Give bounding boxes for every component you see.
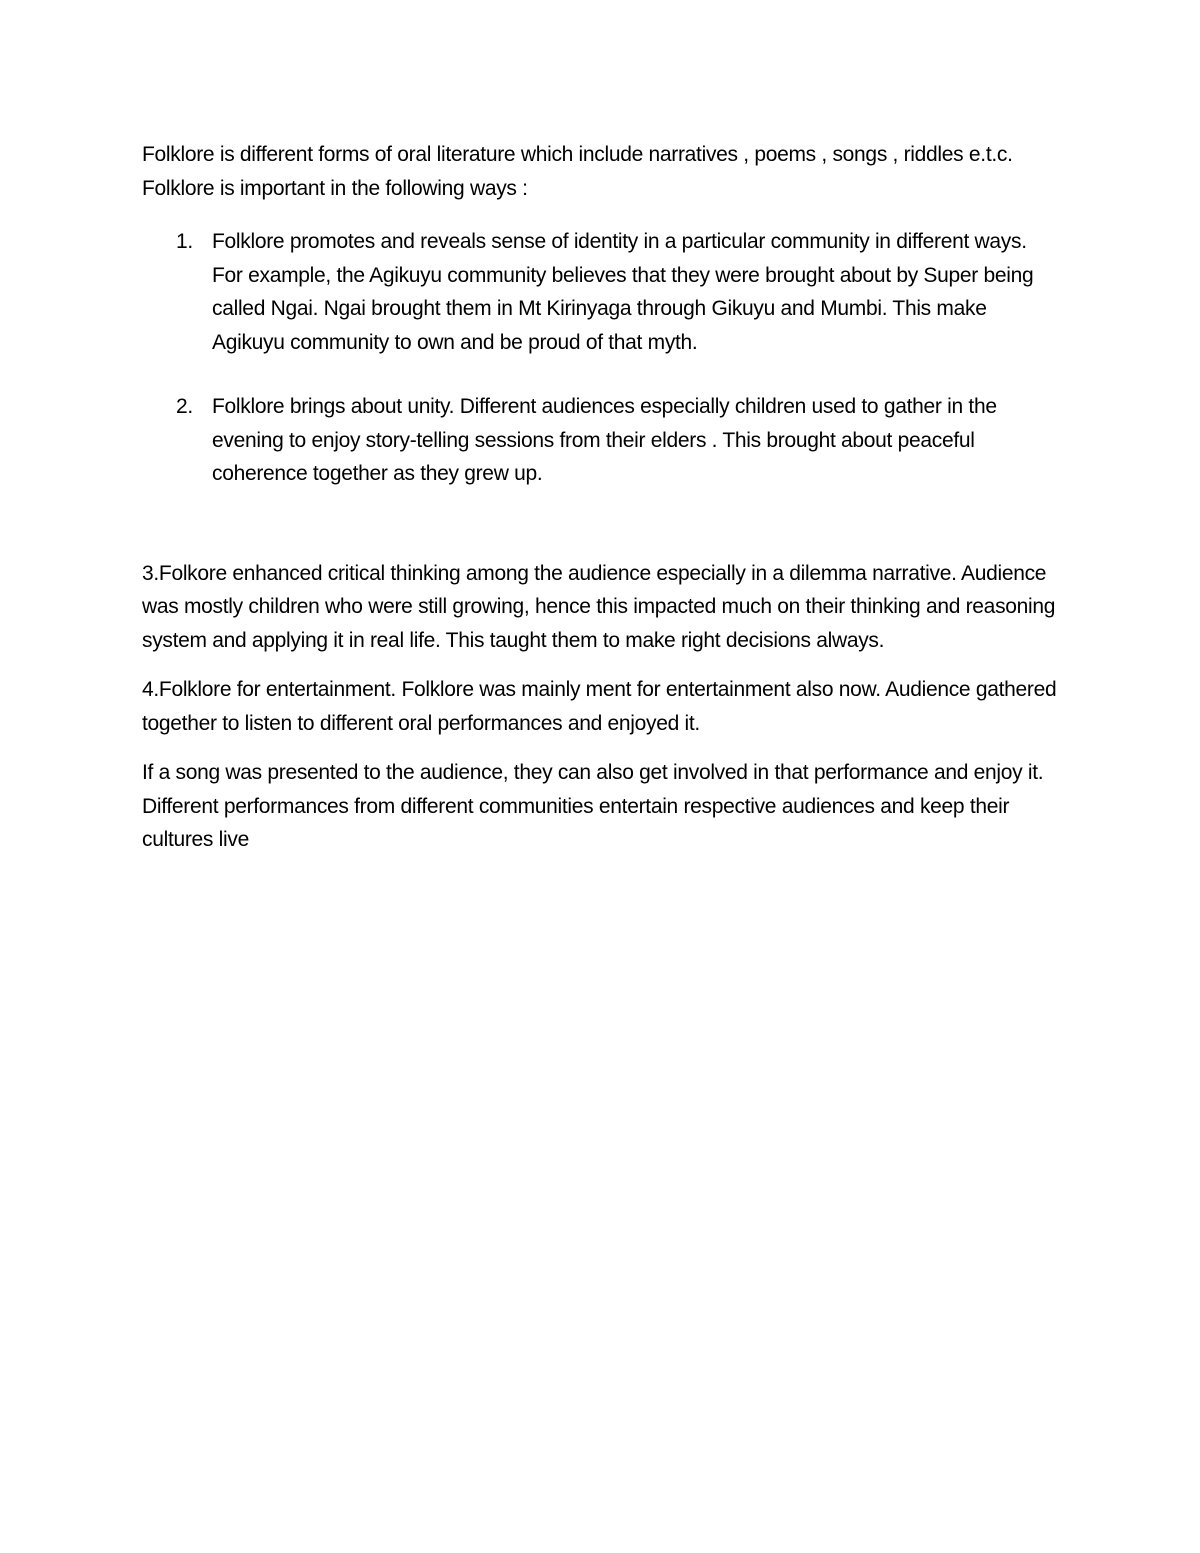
point-3-paragraph: 3.Folkore enhanced critical thinking among the audience especially in a dilemma narrative. Audience was mostly children who were still growing, hence this impacted much on their thinking and reasoning system and applying it in real life. This taught them to make right decisions always. — [142, 561, 1056, 652]
list-item-number: 1. — [176, 230, 193, 253]
list-item-text: Folklore promotes and reveals sense of identity in a particular community in different ways. For example, the Agikuyu community believes that they were brought about by Super being called Ngai. Ngai brought them in Mt Kirinyaga through Gikuyu and Mumbi. This make Agikuyu community to own and be proud of that myth. — [212, 230, 1034, 354]
numbered-list — [142, 225, 1062, 491]
list-item — [142, 390, 1062, 491]
point-4-paragraph: 4.Folklore for entertainment. Folklore was mainly ment for entertainment also now. Audience gathered together to listen to different oral performances and enjoyed it. — [142, 678, 1057, 735]
closing-paragraph: If a song was presented to the audience, they can also get involved in that performance and enjoy it. Different performances from different communities entertain respective audiences and keep their cultures live — [142, 761, 1044, 851]
list-item-text: Folklore brings about unity. Different audiences especially children used to gather in the evening to enjoy story-telling sessions from their elders . This brought about peaceful coherence together as they grew up. — [212, 395, 997, 485]
intro-paragraph: Folklore is different forms of oral literature which include narratives , poems , songs , riddles e.t.c. Folklore is important in the following ways : — [142, 143, 1013, 200]
document-body — [142, 138, 1062, 857]
list-item — [142, 225, 1062, 359]
list-item-number: 2. — [176, 395, 193, 418]
